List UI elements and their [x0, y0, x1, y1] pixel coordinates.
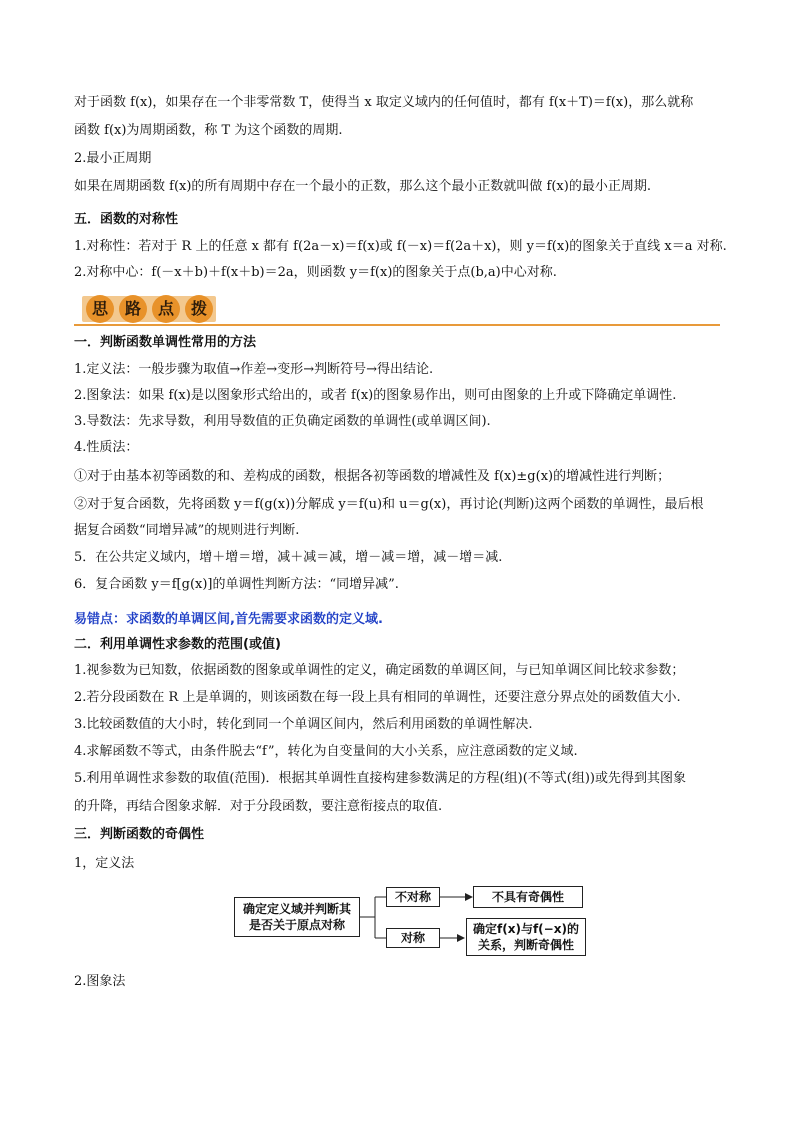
- period-definition-line2: 函数 f(x)为周期函数，称 T 为这个函数的周期.: [74, 123, 343, 138]
- section2-heading: 二．利用单调性求参数的范围(或值): [74, 637, 281, 652]
- section1-item: 5．在公共定义域内，增＋增＝增，减＋减＝减，增－减＝增，减－增＝减.: [74, 550, 503, 565]
- flow-start-line1: 确定定义域并判断其: [242, 902, 351, 916]
- graph-method-label: 2.图象法: [74, 974, 126, 989]
- section1-item: 据复合函数“同增异减”的规则进行判断.: [74, 523, 300, 538]
- banner-char: 路: [119, 295, 147, 323]
- section1-item: ②对于复合函数，先将函数 y＝f(g(x))分解成 y＝f(u)和 u＝g(x)，再讨论(判断)这两个函数的单调性，最后根: [74, 497, 704, 512]
- section2-item: 3.比较函数值的大小时，转化到同一个单调区间内，然后利用函数的单调性解决.: [74, 717, 533, 732]
- banner-char: 拨: [185, 295, 213, 323]
- section2-item: 2.若分段函数在 R 上是单调的，则该函数在每一段上具有相同的单调性，还要注意分界点处的函数值大小.: [74, 690, 681, 705]
- flow-start-line2: 是否关于原点对称: [248, 918, 345, 932]
- banner-char: 思: [86, 295, 114, 323]
- min-period-heading: 2.最小正周期: [74, 151, 152, 166]
- section2-item: 的升降，再结合图象求解．对于分段函数，要注意衔接点的取值.: [74, 799, 443, 814]
- banner-char: 点: [152, 295, 180, 323]
- symmetry-axis-text: 1.对称性：若对于 R 上的任意 x 都有 f(2a－x)＝f(x)或 f(－x)＝f(2a＋x)，则 y＝f(x)的图象关于直线 x＝a 对称.: [74, 239, 727, 254]
- flow-symmetric-box: 对称: [386, 928, 440, 948]
- flow-determine-line2: 关系，判断奇偶性: [477, 938, 574, 952]
- period-definition-line1: 对于函数 f(x)，如果存在一个非零常数 T，使得当 x 取定义域内的任何值时，都有 f(x＋T)＝f(x)，那么就称: [74, 95, 694, 110]
- section3-heading: 三．判断函数的奇偶性: [74, 827, 205, 842]
- symmetry-heading: 五．函数的对称性: [74, 212, 179, 227]
- section1-item: ①对于由基本初等函数的和、差构成的函数，根据各初等函数的增减性及 f(x)±g(x)的增减性进行判断；: [74, 469, 671, 484]
- symmetry-center-text: 2.对称中心：f(－x＋b)＋f(x＋b)＝2a，则函数 y＝f(x)的图象关于点(b,a)中心对称.: [74, 265, 557, 280]
- section2-item: 4.求解函数不等式，由条件脱去“f”，转化为自变量间的大小关系，应注意函数的定义域.: [74, 744, 578, 759]
- definition-method-label: 1，定义法: [74, 856, 135, 871]
- tip-text: 易错点：求函数的单调区间,首先需要求函数的定义域.: [74, 612, 383, 627]
- section1-item: 4.性质法：: [74, 440, 139, 455]
- section1-item: 6．复合函数 y＝f[g(x)]的单调性判断方法：“同增异减”.: [74, 577, 399, 592]
- section2-item: 1.视参数为已知数，依据函数的图象或单调性的定义，确定函数的单调区间，与已知单调区间比较求参数；: [74, 663, 685, 678]
- flow-determine-parity-box: [466, 918, 586, 956]
- section1-item: 1.定义法：一般步骤为取值→作差→变形→判断符号→得出结论.: [74, 362, 434, 377]
- flow-not-symmetric-box: 不对称: [386, 887, 440, 907]
- section1-item: 2.图象法：如果 f(x)是以图象形式给出的，或者 f(x)的图象易作出，则可由图象的上升或下降确定单调性.: [74, 388, 677, 403]
- section1-item: 3.导数法：先求导数，利用导数值的正负确定函数的单调性(或单调区间).: [74, 414, 491, 429]
- section1-heading: 一．判断函数单调性常用的方法: [74, 335, 257, 350]
- min-period-text: 如果在周期函数 f(x)的所有周期中存在一个最小的正数，那么这个最小正数就叫做 f(x)的最小正周期.: [74, 179, 651, 194]
- section2-item: 5.利用单调性求参数的取值(范围)．根据其单调性直接构建参数满足的方程(组)(不等式(组))或先得到其图象: [74, 771, 686, 786]
- flow-no-parity-box: 不具有奇偶性: [473, 886, 583, 908]
- flow-determine-line1: 确定f(x)与f(−x)的: [473, 922, 579, 936]
